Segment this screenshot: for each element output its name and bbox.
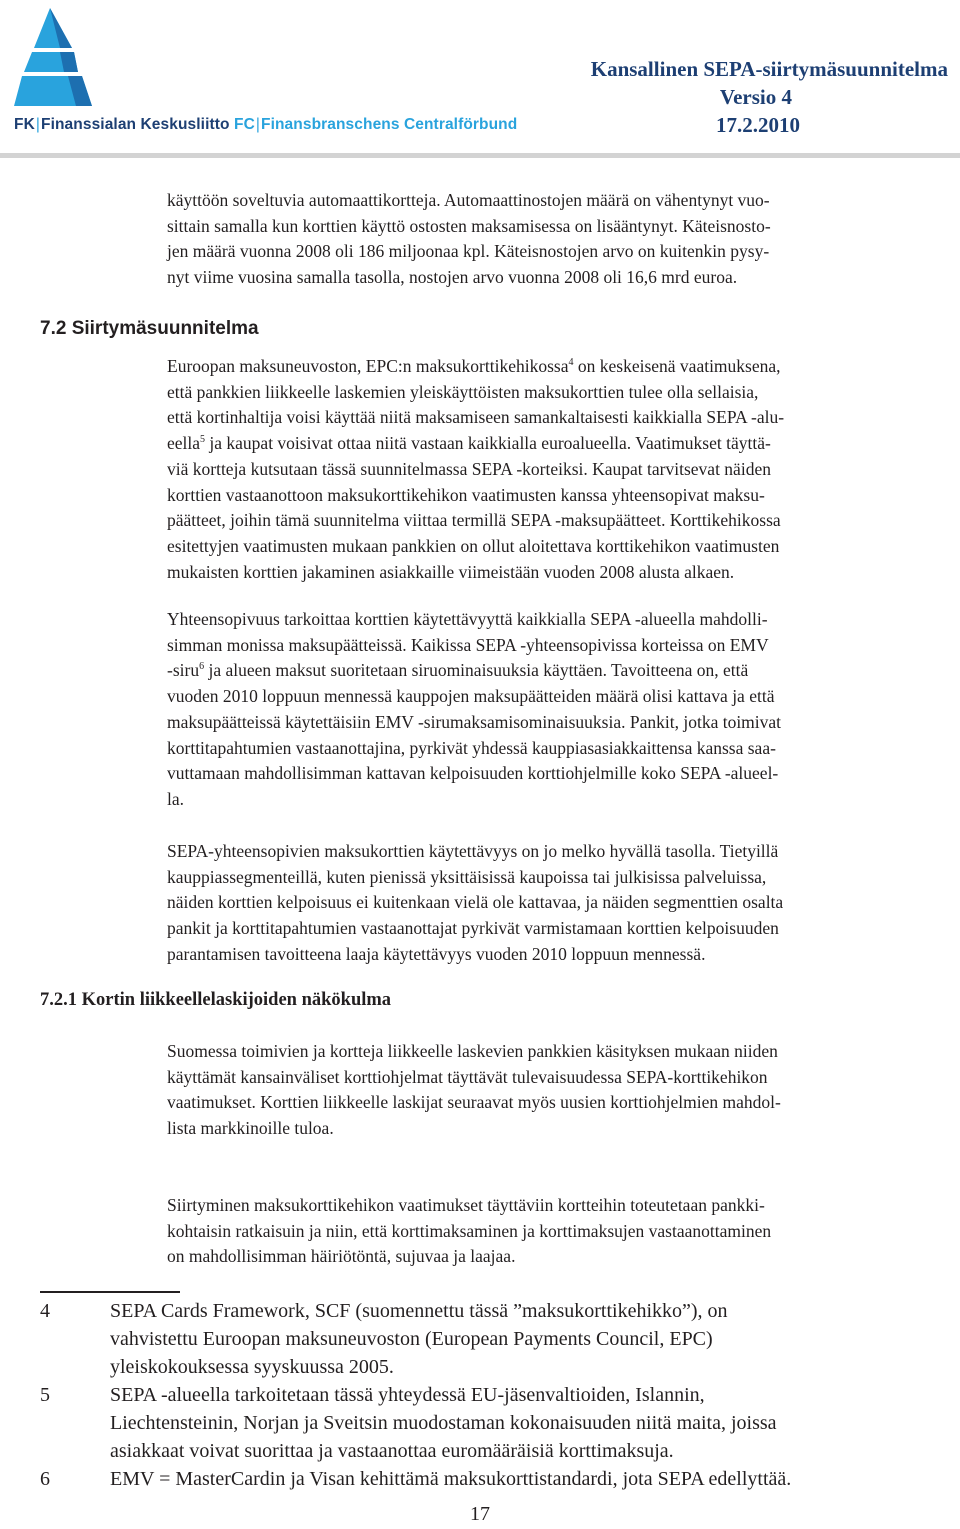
text-line: sittain samalla kun korttien käyttö ostosten maksamisessa on lisääntynyt. Käteisnosto-	[167, 215, 771, 236]
section-heading-7-2: 7.2 Siirtymäsuunnitelma	[40, 318, 259, 339]
text-line: jen määrä vuonna 2008 oli 186 miljoonaa kpl. Käteisnostojen arvo on kuitenkin pysy-	[167, 241, 770, 262]
page-number: 17	[470, 1503, 490, 1525]
footnote-ref-6[interactable]: 6	[199, 661, 205, 673]
text-line: Siirtyminen maksukorttikehikon vaatimukset täyttäviin kortteihin toteutetaan pankki-	[167, 1195, 765, 1215]
footnote-number: 6	[40, 1468, 50, 1490]
text-line: maksupäätteissä käytettäisiin EMV -sirumaksamisominaisuuksia. Pankit, jotka toimivat	[167, 711, 782, 732]
section-7-2-paragraph-3	[167, 839, 927, 968]
text-line: SEPA-yhteensopivien maksukorttien käytettävyys on jo melko hyvällä tasolla. Tietyillä	[167, 841, 779, 861]
document-title: Kansallinen SEPA-siirtymäsuunnitelma	[590, 57, 948, 81]
text-line: on mahdollisimman häiriötöntä, sujuvaa ja laajaa.	[167, 1246, 516, 1267]
text-line: lista markkinoille tuloa.	[167, 1118, 334, 1139]
org-name-fi: Finanssialan Keskusliitto	[41, 116, 230, 133]
footnote-line: Liechtensteinin, Norjan ja Sveitsin muodostaman kokonaisuuden niitä maita, joissa	[110, 1412, 777, 1434]
text-line: Euroopan maksuneuvoston, EPC:n maksukorttikehikossa$^4$ on keskeisenä vaatimuksena,	[167, 356, 781, 376]
document-version: Versio 4	[719, 85, 792, 109]
text-line: että kortinhaltija voisi käyttää niitä maksamiseen samankaltaisesti kaikkialla SEPA -alu-	[167, 407, 785, 428]
text-line: korttitapahtumien vastaanottajina, pyrkivät yhdessä kauppiasasiakkaittensa kanssa saa-	[167, 737, 776, 758]
text-line: viä kortteja kutsutaan tässä suunnitelmassa SEPA -korteiksi. Kaupat tarvitsevat näiden	[167, 458, 771, 479]
footnote-ref-4[interactable]: 4	[568, 357, 574, 369]
fk-logo-icon	[12, 6, 94, 110]
text-line: la.	[167, 788, 185, 809]
footnote-line: yleiskokouksessa syyskuussa 2005.	[110, 1356, 394, 1378]
text-line: nyt viime vuosina samalla tasolla, nostojen arvo vuonna 2008 oli 16,6 mrd euroa.	[167, 267, 738, 288]
footnote-line: SEPA Cards Framework, SCF (suomennettu tässä ”maksukorttikehikko”), on	[110, 1300, 728, 1322]
footnote-line: SEPA -alueella tarkoitetaan tässä yhteydessä EU-jäsenvaltioiden, Islannin,	[110, 1384, 705, 1406]
section-7-2-1-paragraph-1	[167, 1039, 927, 1142]
footnote-number: 5	[40, 1384, 50, 1406]
text-line: korttien vastaanottoon maksukorttikehikon vaatimusten kanssa yhteensopivat maksu-	[167, 484, 765, 505]
header-divider	[0, 153, 960, 158]
document-date: 17.2.2010	[716, 113, 800, 137]
text-line: mukaisten korttien jakaminen asiakkaille viimeistään vuoden 2008 alusta alkaen.	[167, 561, 735, 582]
section-7-2-paragraph-2	[167, 607, 927, 813]
intro-paragraph	[167, 188, 927, 291]
text-line: -siru$^6$ ja alueen maksut suoritetaan siruominaisuuksia käyttäen. Tavoitteena on, että	[167, 660, 749, 681]
org-name-sv: Finansbranschens Centralförbund	[261, 116, 518, 133]
text-line: eella$^5$ ja kaupat voisivat ottaa niitä vastaan kaikkialla euroalueella. Vaatimukset täyttä-	[167, 433, 771, 454]
org-abbr-fk: FK	[14, 116, 35, 133]
text-line: että pankkien liikkeelle laskemien yleiskäyttöisten maksukorttien tulee olla sellaisia,	[167, 381, 759, 402]
footnote-ref-5[interactable]: 5	[200, 434, 206, 446]
text-line: päätteet, joihin tämä suunnitelma viittaa termillä SEPA -maksupäätteet. Korttikehikossa	[167, 510, 781, 531]
text-line: käyttöön soveltuvia automaattikortteja. Automaattinostojen määrä on vähentynyt vuo-	[167, 190, 770, 210]
text-line: käyttämät kansainväliset korttiohjelmat täyttävät tulevaisuudessa SEPA-korttikehikon	[167, 1066, 768, 1087]
organization-name: FK|Finanssialan Keskusliitto FC|Finansbranschens Centralförbund	[14, 116, 518, 133]
text-line: parantamisen tavoitteena laaja käytettävyys vuoden 2010 loppuun mennessä.	[167, 943, 706, 964]
text-line: vaatimukset. Korttien liikkeelle laskijat seuraavat myös uusien korttiohjelmien mahdol-	[167, 1092, 781, 1113]
section-7-2-1-paragraph-2	[167, 1193, 927, 1270]
text-line: kohtaisin ratkaisuin ja niin, että korttimaksaminen ja korttimaksujen vastaanottaminen	[167, 1220, 772, 1241]
footnote-number: 4	[40, 1300, 50, 1322]
footnote-line: EMV = MasterCardin ja Visan kehittämä maksukorttistandardi, jota SEPA edellyttää.	[110, 1468, 792, 1490]
text-line: simman monissa maksupäätteissä. Kaikissa SEPA -yhteensopivissa korteissa on EMV	[167, 634, 769, 655]
section-heading-7-2-1: 7.2.1 Kortin liikkeellelaskijoiden näkökulma	[40, 990, 392, 1010]
text-line: vuoden 2010 loppuun mennessä kauppojen maksupäätteiden määrä olisi kattava ja että	[167, 686, 775, 707]
text-line: kauppiassegmenteillä, kuten pienissä yksittäisissä kaupoissa tai julkisissa palveluissa,	[167, 866, 767, 887]
footnote-line: asiakkaat voivat suorittaa ja vastaanottaa euromääräisiä korttimaksuja.	[110, 1440, 674, 1462]
text-line: Suomessa toimivien ja kortteja liikkeelle laskevien pankkien käsityksen mukaan niiden	[167, 1041, 778, 1061]
footnote-divider	[40, 1291, 180, 1293]
text-line: Yhteensopivuus tarkoittaa korttien käytettävyyttä kaikkialla SEPA -alueella mahdolli-	[167, 609, 768, 629]
footnote-line: vahvistettu Euroopan maksuneuvoston (European Payments Council, EPC)	[110, 1328, 713, 1350]
text-line: esitettyjen vaatimusten mukaan pankkien on ollut aloitettava korttikehikon vaatimusten	[167, 535, 780, 556]
text-line: näiden korttien kelpoisuus ei kuitenkaan vielä ole kattavaa, ja näiden segmenttien osalta	[167, 892, 784, 913]
section-7-2-paragraph-1	[167, 354, 927, 585]
org-abbr-fc: FC	[234, 116, 255, 133]
text-line: pankit ja korttitapahtumien vastaanottajat pyrkivät varmistamaan korttien kelpoisuuden	[167, 918, 779, 939]
text-line: vuttamaan mahdollisimman kattavan kelpoisuuden korttiohjelmille koko SEPA -alueel-	[167, 763, 779, 784]
